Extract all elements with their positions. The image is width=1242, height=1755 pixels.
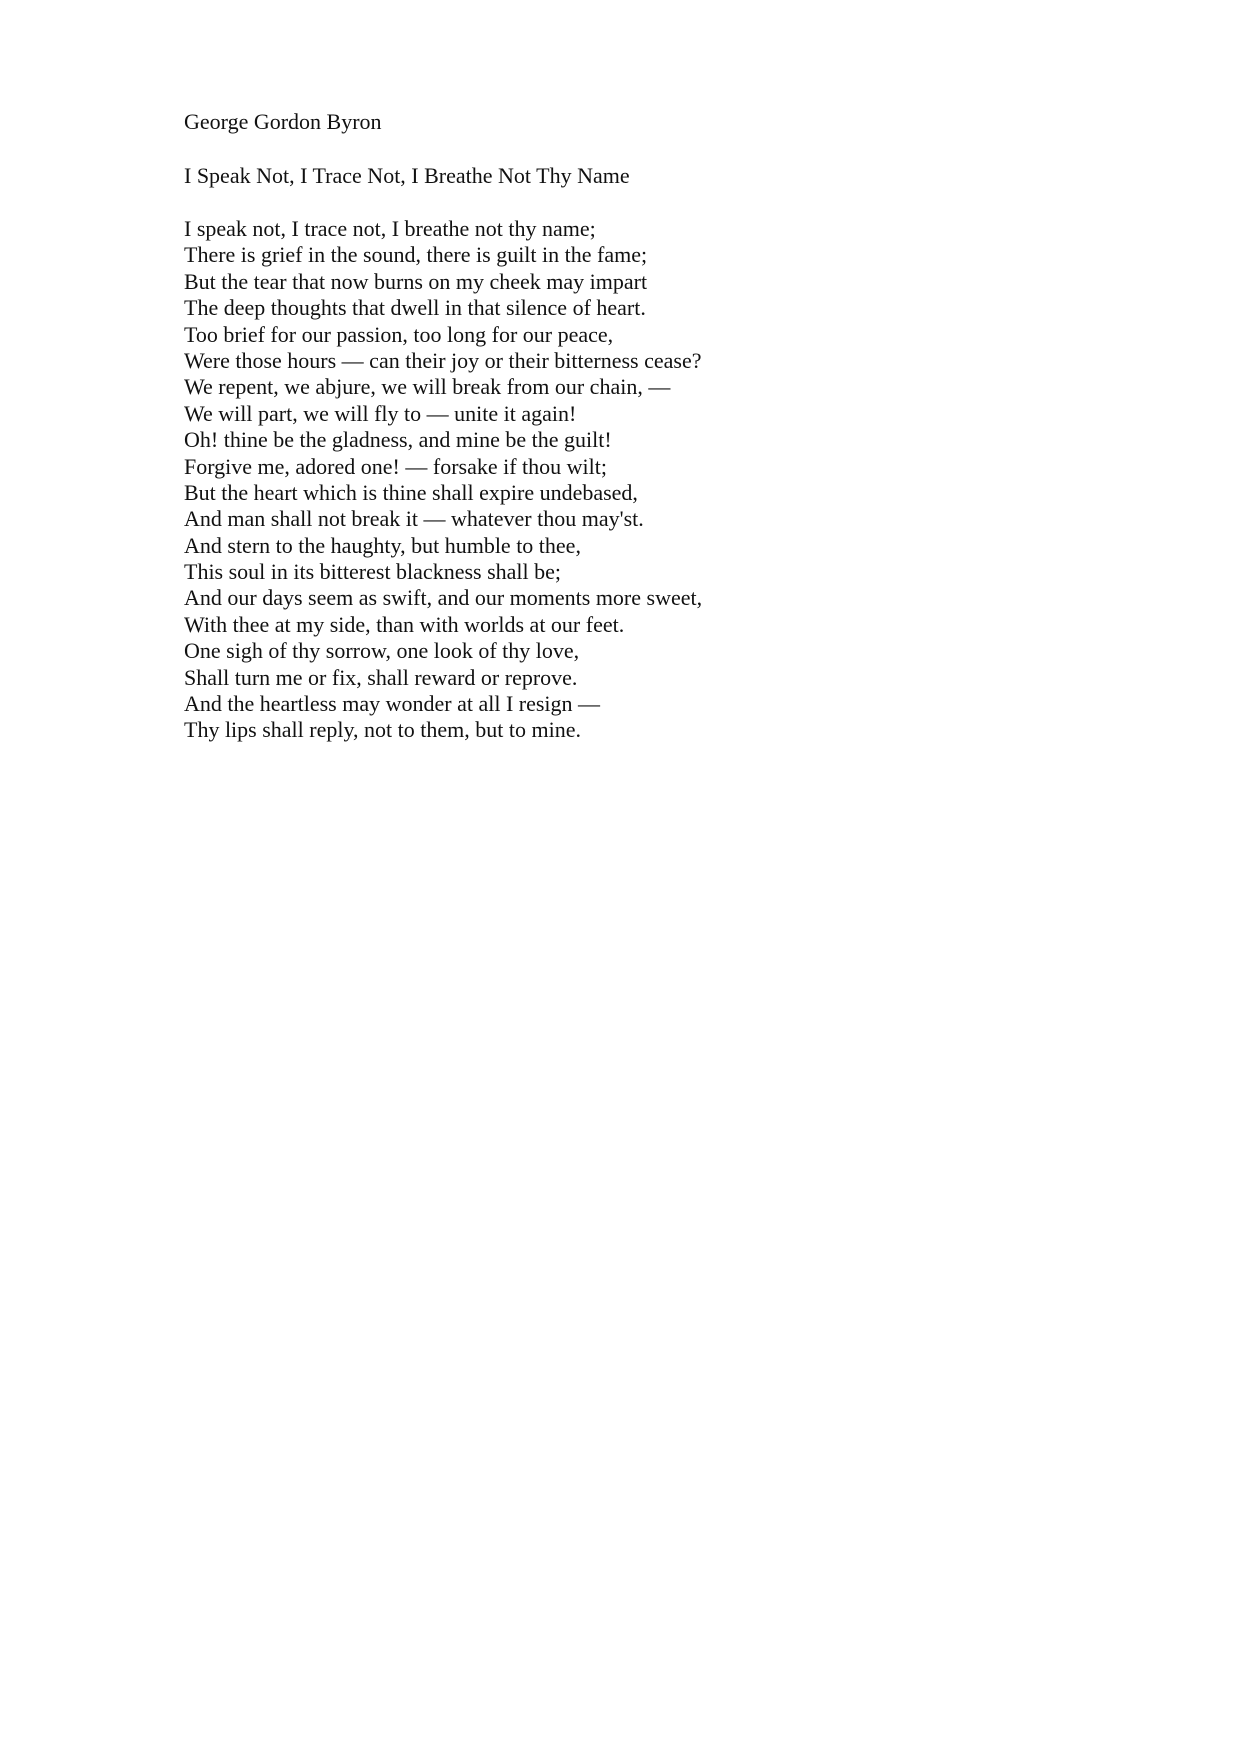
poem-line: Too brief for our passion, too long for our peace, <box>184 321 614 347</box>
poem-line: But the tear that now burns on my cheek may impart <box>184 268 648 294</box>
poem-body <box>184 216 702 744</box>
poem-line: The deep thoughts that dwell in that silence of heart. <box>184 295 646 321</box>
poem-title: I Speak Not, I Trace Not, I Breathe Not Thy Name <box>184 163 630 188</box>
poem-line: And man shall not break it — whatever thou may'st. <box>184 506 644 532</box>
poem-line: With thee at my side, than with worlds at our feet. <box>184 611 625 637</box>
poem-line: And the heartless may wonder at all I resign — <box>184 691 601 717</box>
poem-line: One sigh of thy sorrow, one look of thy love, <box>184 638 580 664</box>
poem-line: Thy lips shall reply, not to them, but to mine. <box>184 717 581 743</box>
poem-line: Were those hours — can their joy or their bitterness cease? <box>184 347 702 373</box>
poem-line: I speak not, I trace not, I breathe not thy name; <box>184 216 596 241</box>
poem-line: Shall turn me or fix, shall reward or reprove. <box>184 664 578 690</box>
poem-line: This soul in its bitterest blackness shall be; <box>184 559 562 585</box>
poem-line: But the heart which is thine shall expire undebased, <box>184 479 638 505</box>
poem-line: And our days seem as swift, and our moments more sweet, <box>184 585 703 611</box>
poem-line: We will part, we will fly to — unite it again! <box>184 400 577 426</box>
poem-line: Forgive me, adored one! — forsake if thou wilt; <box>184 453 607 479</box>
author-name: George Gordon Byron <box>184 109 382 134</box>
poem-line: Oh! thine be the gladness, and mine be the guilt! <box>184 427 612 453</box>
poem-line: And stern to the haughty, but humble to thee, <box>184 532 581 558</box>
poem-line: There is grief in the sound, there is guilt in the fame; <box>184 242 648 268</box>
poem-line: We repent, we abjure, we will break from our chain, — <box>184 374 671 400</box>
